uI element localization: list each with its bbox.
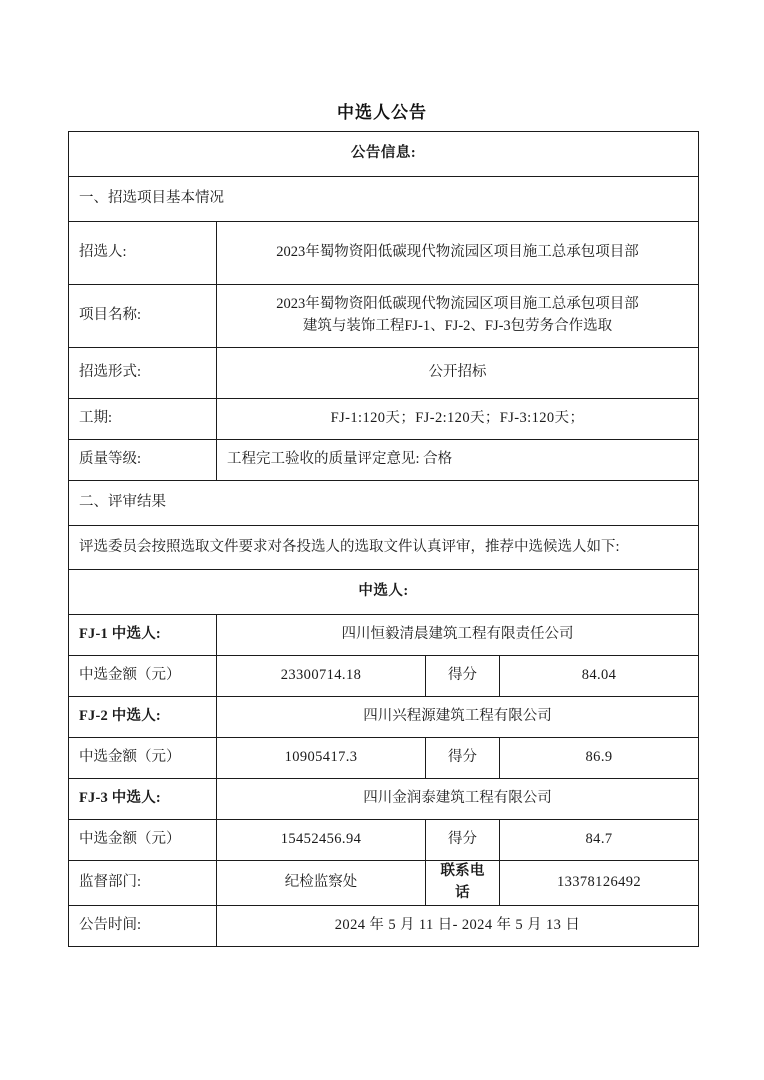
winner-3-score-value: 84.7 [500,820,699,861]
table-row-section-two [69,481,699,526]
publish-time-label: 公告时间: [69,905,217,946]
supervisor-label: 监督部门: [69,861,217,906]
supervisor-value: 纪检监察处 [217,861,426,906]
selection-form-value: 公开招标 [217,348,699,399]
winner-3-amount-label: 中选金额（元） [69,820,217,861]
announcement-table-container [68,131,698,947]
table-row-section-one [69,177,699,222]
table-row-duration [69,399,699,440]
winner-1-amount-label: 中选金额（元） [69,656,217,697]
winner-1-score-value: 84.04 [500,656,699,697]
table-row-winner-3-name [69,779,699,820]
table-row-winner-header [69,570,699,615]
quality-grade-value: 工程完工验收的质量评定意见: 合格 [217,440,699,481]
project-name-line-1: 2023年蜀物资阳低碳现代物流园区项目施工总承包项目部 [276,296,639,313]
publish-time-value: 2024 年 5 月 11 日- 2024 年 5 月 13 日 [217,905,699,946]
table-row-winner-1-amount [69,656,699,697]
winner-2-amount-value: 10905417.3 [217,738,426,779]
winner-1-company: 四川恒毅清晨建筑工程有限责任公司 [217,615,699,656]
table-row-winner-1-name [69,615,699,656]
winner-1-score-label: 得分 [426,656,500,697]
winner-2-score-value: 86.9 [500,738,699,779]
contact-phone-label: 联系电话 [426,861,500,906]
inviter-value: 2023年蜀物资阳低碳现代物流园区项目施工总承包项目部 [217,222,699,285]
winner-2-amount-label: 中选金额（元） [69,738,217,779]
table-row-selection-form [69,348,699,399]
winner-3-score-label: 得分 [426,820,500,861]
inviter-label: 招选人: [69,222,217,285]
announcement-table [68,131,699,947]
review-note-text: 评选委员会按照选取文件要求对各投选人的选取文件认真评审，推荐中选候选人如下: [69,526,699,570]
duration-label: 工期: [69,399,217,440]
winner-2-package-label: FJ-2 中选人: [69,697,217,738]
winner-1-amount-value: 23300714.18 [217,656,426,697]
table-row-winner-2-amount [69,738,699,779]
table-row-review-note [69,526,699,570]
announcement-info-header: 公告信息: [69,132,699,177]
project-name-line-2: 建筑与装饰工程FJ-1、FJ-2、FJ-3包劳务合作选取 [302,318,613,334]
table-row-winner-3-amount [69,820,699,861]
section-one-title: 一、招选项目基本情况 [69,177,699,222]
duration-value: FJ-1:120天；FJ-2:120天；FJ-3:120天； [217,399,699,440]
table-row-winner-2-name [69,697,699,738]
table-row-supervisor [69,861,699,906]
table-row-publish-time [69,905,699,946]
table-row-inviter [69,222,699,285]
winner-section-header: 中选人: [69,570,699,615]
selection-form-label: 招选形式: [69,348,217,399]
winner-1-package-label: FJ-1 中选人: [69,615,217,656]
section-two-title: 二、评审结果 [69,481,699,526]
winner-3-company: 四川金润泰建筑工程有限公司 [217,779,699,820]
page-title: 中选人公告 [337,103,427,122]
quality-grade-label: 质量等级: [69,440,217,481]
project-name-value [217,285,699,348]
winner-3-package-label: FJ-3 中选人: [69,779,217,820]
table-row-project-name [69,285,699,348]
winner-2-score-label: 得分 [426,738,500,779]
table-row-quality-grade [69,440,699,481]
winner-2-company: 四川兴程源建筑工程有限公司 [217,697,699,738]
project-name-label: 项目名称: [69,285,217,348]
winner-3-amount-value: 15452456.94 [217,820,426,861]
table-row-announcement-header [69,132,699,177]
contact-phone-value: 13378126492 [500,861,699,906]
